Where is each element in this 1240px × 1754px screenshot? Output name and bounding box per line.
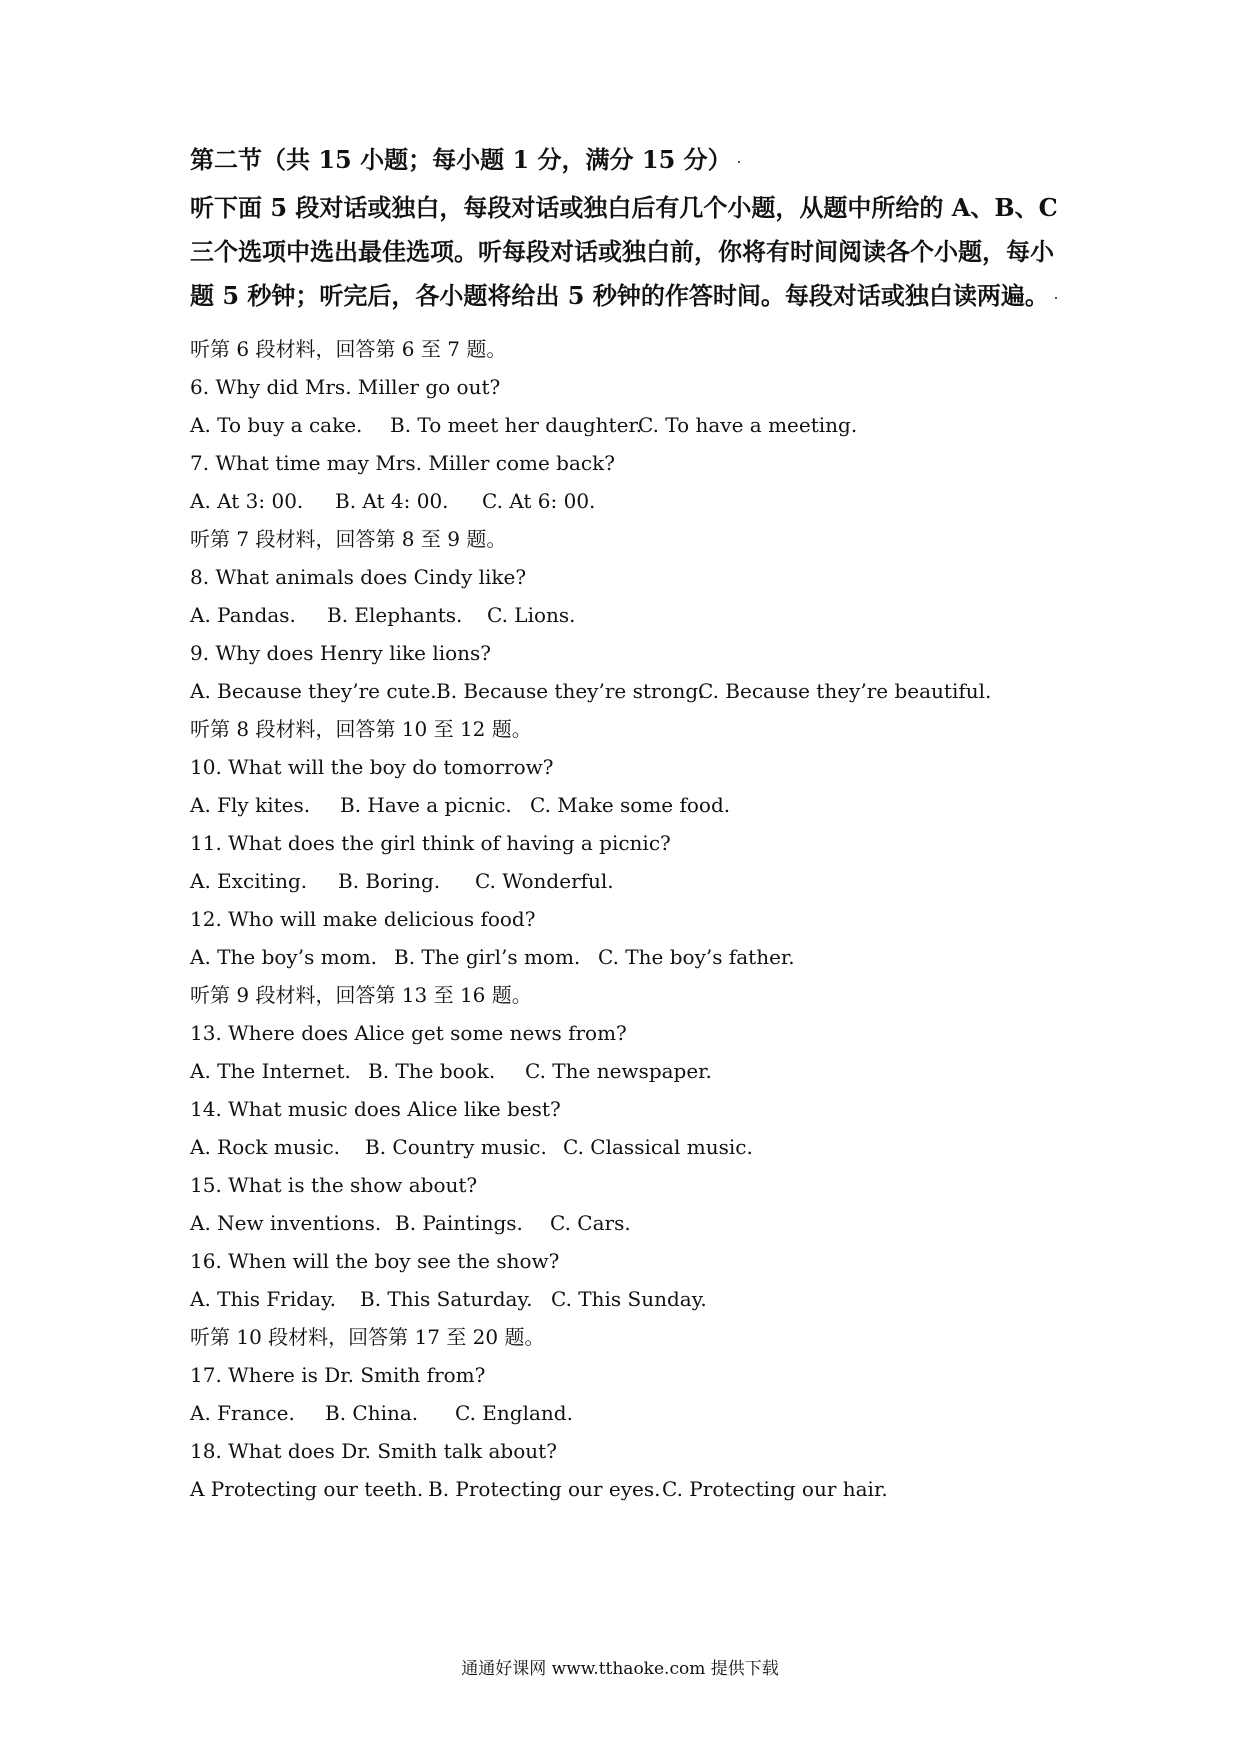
option-b: B. This Saturday.: [360, 1287, 533, 1311]
option-c: C. The boy’s father.: [598, 945, 795, 969]
options-row: [190, 1204, 1070, 1242]
option-a: A. France.: [190, 1401, 295, 1425]
option-a: A. To buy a cake.: [190, 413, 363, 437]
options-row: [190, 862, 1070, 900]
question-text: 18. What does Dr. Smith talk about?: [190, 1439, 557, 1463]
question-text: 6. Why did Mrs. Miller go out?: [190, 375, 501, 399]
question-text: 17. Where is Dr. Smith from?: [190, 1363, 486, 1387]
option-c: C. At 6: 00.: [482, 489, 596, 513]
option-a: A. Rock music.: [190, 1135, 340, 1159]
option-c: C. Make some food.: [530, 793, 731, 817]
option-a: A. The Internet.: [190, 1059, 351, 1083]
option-c: C. England.: [455, 1401, 573, 1425]
option-a: A. Pandas.: [190, 603, 296, 627]
option-c: C. Because they’re beautiful.: [698, 679, 992, 703]
option-a: A. This Friday.: [190, 1287, 336, 1311]
option-b: B. Protecting our eyes.: [428, 1477, 661, 1501]
options-row: [190, 1470, 1070, 1508]
option-c: C. Classical music.: [563, 1135, 753, 1159]
question-text: 16. When will the boy see the show?: [190, 1249, 560, 1273]
option-a: A. The boy’s mom.: [190, 945, 378, 969]
options-row: [190, 672, 1070, 710]
option-c: C. This Sunday.: [551, 1287, 707, 1311]
option-a: A. At 3: 00.: [190, 489, 304, 513]
question-text: 11. What does the girl think of having a picnic?: [190, 831, 671, 855]
option-c: C. To have a meeting.: [638, 413, 858, 437]
section-intro: 听第 9 段材料，回答第 13 至 16 题。: [190, 983, 532, 1007]
section-intro: 听第 10 段材料，回答第 17 至 20 题。: [190, 1325, 545, 1349]
question-text: 9. Why does Henry like lions?: [190, 641, 492, 665]
option-c: C. Protecting our hair.: [662, 1477, 888, 1501]
options-row: [190, 1128, 1070, 1166]
options-row: [190, 1394, 1070, 1432]
option-b: B. Country music.: [365, 1135, 547, 1159]
options-row: [190, 596, 1070, 634]
option-b: B. China.: [325, 1401, 419, 1425]
options-row: [190, 1052, 1070, 1090]
option-b: B. To meet her daughter.: [390, 413, 643, 437]
section-intro: 听第 7 段材料，回答第 8 至 9 题。: [190, 527, 507, 551]
options-row: [190, 482, 1070, 520]
option-a: A. Exciting.: [190, 869, 308, 893]
option-a: A. New inventions.: [190, 1211, 382, 1235]
question-text: 12. Who will make delicious food?: [190, 907, 536, 931]
question-text: 15. What is the show about?: [190, 1173, 478, 1197]
option-c: C. Cars.: [550, 1211, 631, 1235]
options-row: [190, 938, 1070, 976]
option-c: C. Lions.: [487, 603, 576, 627]
option-b: B. The book.: [368, 1059, 496, 1083]
question-text: 13. Where does Alice get some news from?: [190, 1021, 627, 1045]
question-text: 8. What animals does Cindy like?: [190, 565, 527, 589]
page-footer: 通通好课网 www.tthaoke.com 提供下载: [461, 1659, 779, 1679]
mark-dot: [1055, 297, 1057, 299]
option-b: B. Have a picnic.: [340, 793, 512, 817]
option-b: B. Boring.: [338, 869, 441, 893]
options-row: [190, 406, 1070, 444]
option-c: C. The newspaper.: [525, 1059, 712, 1083]
option-a: A. Fly kites.: [190, 793, 311, 817]
option-a: A. Because they’re cute.: [190, 679, 437, 703]
section-intro: 听第 8 段材料，回答第 10 至 12 题。: [190, 717, 532, 741]
section-instructions: 听下面 5 段对话或独白，每段对话或独白后有几个小题，从题中所给的 A、B、C 三个选项中选出最佳选项。听每段对话或独白前，你将有时间阅读各个小题，每小题 5 秒钟；听完后，各小题将给出 5 秒钟的作答时间。每段对话或独白读两遍。: [190, 193, 1058, 310]
option-c: C. Wonderful.: [475, 869, 614, 893]
section-intro: 听第 6 段材料，回答第 6 至 7 题。: [190, 337, 507, 361]
section-title: 第二节（共 15 小题；每小题 1 分，满分 15 分）: [190, 148, 1070, 172]
option-b: B. At 4: 00.: [335, 489, 449, 513]
option-b: B. The girl’s mom.: [394, 945, 581, 969]
option-b: B. Elephants.: [327, 603, 463, 627]
question-text: 14. What music does Alice like best?: [190, 1097, 561, 1121]
option-b: B. Because they’re strong.: [436, 679, 705, 703]
options-row: [190, 786, 1070, 824]
options-row: [190, 1280, 1070, 1318]
question-text: 7. What time may Mrs. Miller come back?: [190, 451, 615, 475]
page-content: [190, 145, 1070, 1508]
question-text: 10. What will the boy do tomorrow?: [190, 755, 554, 779]
option-b: B. Paintings.: [395, 1211, 523, 1235]
mark-dot: [738, 161, 740, 163]
option-a: A Protecting our teeth.: [190, 1477, 424, 1501]
question-list: [190, 330, 1070, 1508]
